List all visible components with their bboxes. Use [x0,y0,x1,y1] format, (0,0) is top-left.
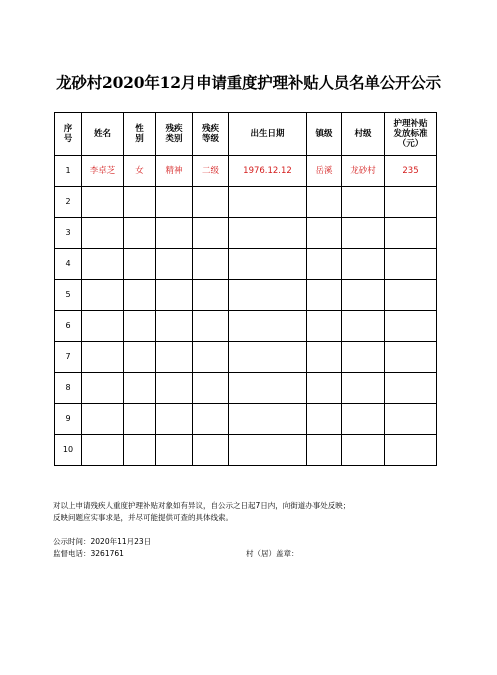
table-row [55,187,437,218]
header-gender: 性 别 [124,113,156,156]
cell-birth [229,218,307,249]
cell-disability-level [193,280,229,311]
cell-name [82,404,124,435]
cell-amount [385,373,437,404]
cell-name [82,342,124,373]
cell-amount [385,342,437,373]
cell-town [307,249,342,280]
cell-amount [385,435,437,466]
publish-date: 公示时间：2020年11月23日 [53,537,152,546]
cell-town [307,311,342,342]
cell-amount [385,218,437,249]
cell-town [307,342,342,373]
cell-disability-type [156,187,193,218]
cell-village [342,218,385,249]
cell-no: 9 [55,404,82,435]
cell-town [307,435,342,466]
cell-disability-level [193,187,229,218]
cell-birth [229,342,307,373]
cell-village [342,373,385,404]
notice-line-2: 反映问题应实事求是，并尽可能提供可查的具体线索。 [53,513,233,522]
cell-gender [124,404,156,435]
cell-name [82,435,124,466]
table-row [55,404,437,435]
header-disability-level: 残疾 等级 [193,113,229,156]
cell-village [342,280,385,311]
header-town: 镇级 [307,113,342,156]
cell-gender [124,373,156,404]
cell-no: 2 [55,187,82,218]
table-row [55,342,437,373]
header-no: 序 号 [55,113,82,156]
seal-label: 村（居）盖章： [246,549,299,558]
cell-name [82,311,124,342]
roster-table [54,112,437,466]
page-title: 龙砂村2020年12月申请重度护理补贴人员名单公开公示 [56,73,441,92]
cell-name [82,218,124,249]
table-row [55,249,437,280]
header-birth-date: 出生日期 [229,113,307,156]
cell-amount [385,404,437,435]
header-disability-type: 残疾 类别 [156,113,193,156]
cell-town [307,404,342,435]
table-row [55,156,437,187]
table-row [55,280,437,311]
cell-disability-level [193,218,229,249]
cell-town [307,373,342,404]
cell-birth [229,280,307,311]
cell-disability-level [193,311,229,342]
header-name: 姓名 [82,113,124,156]
notice-line-1: 对以上申请残疾人重度护理补贴对象如有异议，自公示之日起7日内，向街道办事处反映； [53,501,351,510]
header-subsidy-amount: 护理补贴 发放标准 （元） [385,113,437,156]
cell-birth [229,404,307,435]
cell-no: 8 [55,373,82,404]
header-village: 村级 [342,113,385,156]
cell-disability-type [156,342,193,373]
cell-birth [229,373,307,404]
table-row [55,218,437,249]
cell-gender [124,342,156,373]
cell-disability-level [193,435,229,466]
cell-name [82,249,124,280]
table-row [55,435,437,466]
cell-no: 3 [55,218,82,249]
cell-town [307,280,342,311]
cell-disability-level [193,342,229,373]
cell-disability-type [156,404,193,435]
cell-village: 龙砂村 [342,156,385,187]
cell-town [307,218,342,249]
cell-disability-type [156,373,193,404]
cell-birth [229,311,307,342]
cell-gender [124,435,156,466]
cell-disability-type [156,435,193,466]
cell-gender [124,187,156,218]
cell-disability-level: 二级 [193,156,229,187]
cell-birth: 1976.12.12 [229,156,307,187]
cell-disability-type [156,311,193,342]
cell-disability-type [156,218,193,249]
cell-disability-level [193,373,229,404]
cell-name [82,373,124,404]
cell-no: 1 [55,156,82,187]
cell-no: 6 [55,311,82,342]
cell-gender [124,249,156,280]
cell-birth [229,187,307,218]
cell-disability-type: 精神 [156,156,193,187]
cell-amount [385,249,437,280]
cell-village [342,404,385,435]
supervision-phone: 监督电话：3261761 [53,549,124,558]
cell-amount [385,311,437,342]
cell-birth [229,249,307,280]
header-row [55,113,437,156]
cell-name: 李卓芝 [82,156,124,187]
cell-disability-level [193,249,229,280]
cell-village [342,249,385,280]
cell-name [82,280,124,311]
cell-village [342,187,385,218]
cell-gender: 女 [124,156,156,187]
cell-birth [229,435,307,466]
cell-gender [124,218,156,249]
cell-town: 岳溪 [307,156,342,187]
cell-village [342,311,385,342]
table-row [55,311,437,342]
cell-disability-level [193,404,229,435]
cell-name [82,187,124,218]
cell-disability-type [156,249,193,280]
cell-amount: 235 [385,156,437,187]
cell-amount [385,187,437,218]
cell-amount [385,280,437,311]
cell-town [307,187,342,218]
cell-no: 4 [55,249,82,280]
cell-disability-type [156,280,193,311]
cell-no: 5 [55,280,82,311]
cell-no: 7 [55,342,82,373]
cell-gender [124,311,156,342]
cell-no: 10 [55,435,82,466]
cell-village [342,342,385,373]
cell-village [342,435,385,466]
table-row [55,373,437,404]
cell-gender [124,280,156,311]
